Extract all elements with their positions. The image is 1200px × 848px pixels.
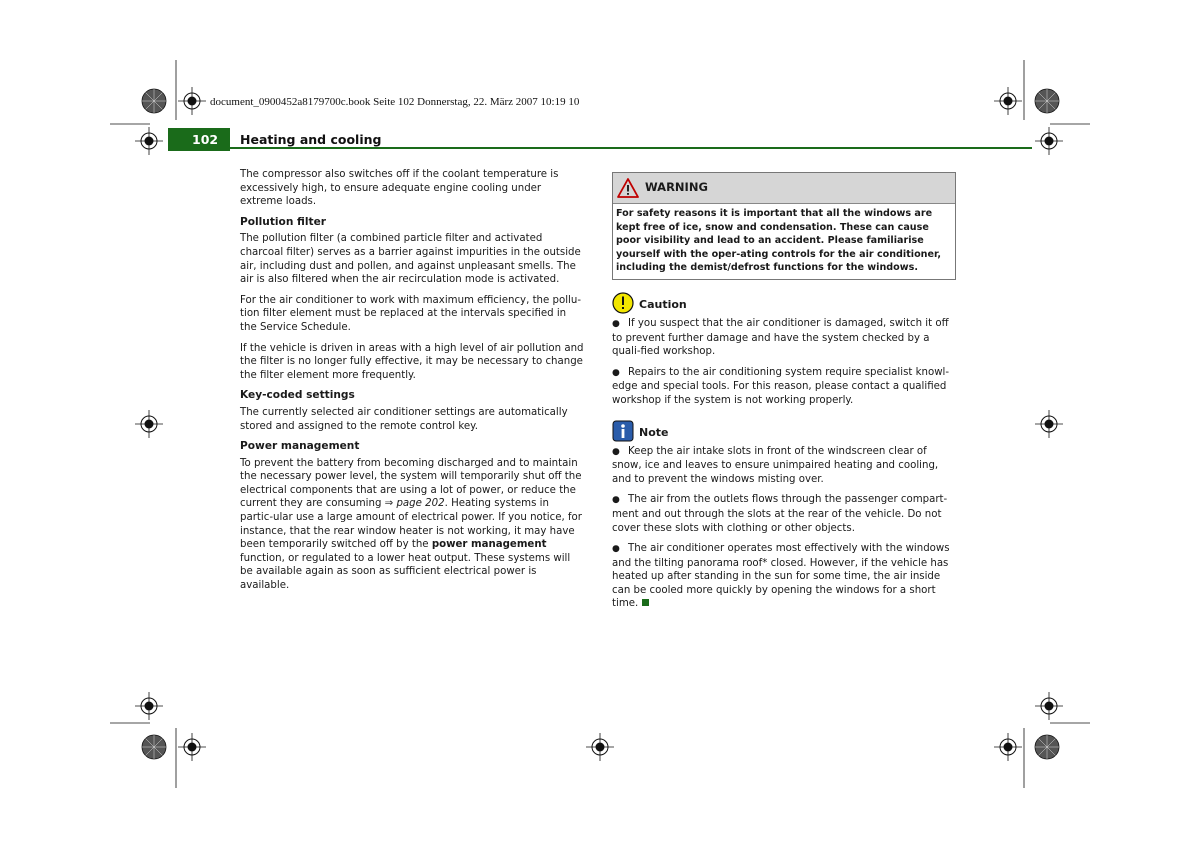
warning-text: For safety reasons it is important that all the windows are kept free of ice, snow and condensation. These can cause poor visibility and lead to an accident. Please familiarise yourself with the oper-ating controls for the air conditioner, including the demist/defrost functions for the windows. <box>616 208 941 274</box>
page-number: 102 <box>192 132 219 147</box>
registration-mark-icon <box>1035 692 1063 720</box>
caution-item: ● If you suspect that the air conditioner is damaged, switch it off to prevent further damage and have the system checked by a quali-fied workshop. <box>612 317 949 358</box>
intro-paragraph: The compressor also switches off if the coolant temperature is excessively high, to ensure adequate engine cooling under extreme loads. <box>240 169 559 208</box>
power-text-a: To prevent the battery from becoming discharged and to maintain the necessary power level, the system will temporarily shut off the electrical components that are using a lot of power, or reduce the current they are consuming <box>240 457 582 510</box>
pollution-paragraph-1: The pollution filter (a combined particle filter and activated charcoal filter) serves as a barrier against impurities in the outside air, including dust and pollen, and against unpleasant smells. The air is also filtered when the air recirculation mode is activated. <box>240 233 581 286</box>
power-management-term: power management <box>431 539 547 551</box>
warning-title: WARNING <box>645 180 708 194</box>
key-coded-paragraph: The currently selected air conditioner settings are automatically stored and assigned to the remote control key. <box>240 406 568 432</box>
caution-item: ● Repairs to the air conditioning system require specialist knowl-edge and special tools. For this reason, please contact a qualified workshop if the system is not working properly. <box>612 366 950 406</box>
registration-mark-icon <box>586 733 614 761</box>
section-title: Heating and cooling <box>240 132 382 147</box>
pollution-filter-heading: Pollution filter <box>240 215 327 228</box>
pollution-paragraph-2: For the air conditioner to work with maximum efficiency, the pollu-tion filter element must be replaced at the intervals specified in the Service Schedule. <box>240 294 582 333</box>
bullet-icon: ● <box>612 544 620 555</box>
caution-title: Caution <box>639 297 687 311</box>
note-item: ● The air from the outlets flows through the passenger compart-ment and out through the slots at the rear of the vehicle. Do not cover these slots with clothing or other objects. <box>612 494 948 534</box>
registration-mark-icon <box>142 89 166 113</box>
registration-mark-icon <box>994 87 1022 115</box>
registration-mark-icon <box>1035 127 1063 155</box>
page-ref-arrow: ⇒ <box>384 498 394 510</box>
power-management-heading: Power management <box>240 440 360 453</box>
registration-mark-icon <box>1035 89 1059 113</box>
key-coded-heading: Key-coded settings <box>240 389 355 402</box>
registration-mark-icon <box>1035 735 1059 759</box>
bullet-icon: ● <box>612 318 620 329</box>
print-header: document_0900452a8179700c.book Seite 102 Donnerstag, 22. März 2007 10:19 10 <box>210 96 580 108</box>
note-title: Note <box>639 425 669 439</box>
registration-mark-icon <box>135 410 163 438</box>
registration-mark-icon <box>994 733 1022 761</box>
registration-mark-icon <box>135 692 163 720</box>
registration-mark-icon <box>1035 410 1063 438</box>
note-item: ● The air conditioner operates most effectively with the windows and the tilting panorama roof* closed. However, if the vehicle has heated up after standing in the sun for some time, the air inside can be cooled more quickly by opening the windows for a short time. <box>612 543 950 610</box>
bullet-icon: ● <box>612 495 620 506</box>
power-text-b: . Heating systems in partic-ular use a large amount of electrical power. If you notice, for instance, that the rear window heater is not working, it may have been temporarily switched off by the <box>240 498 582 551</box>
pollution-paragraph-3: If the vehicle is driven in areas with a high level of air pollution and the filter is no longer fully effective, it may be necessary to change the filter element more frequently. <box>240 342 584 381</box>
registration-mark-icon <box>142 735 166 759</box>
registration-mark-icon <box>178 733 206 761</box>
bullet-icon: ● <box>612 367 620 378</box>
bullet-icon: ● <box>612 446 620 457</box>
registration-mark-icon <box>178 87 206 115</box>
page-ref-link[interactable]: page 202 <box>396 498 445 510</box>
note-item: ● Keep the air intake slots in front of the windscreen clear of snow, ice and leaves to ensure unimpaired heating and cooling, and to prevent the windows misting over. <box>612 445 939 485</box>
registration-mark-icon <box>135 127 163 155</box>
power-text-c: function, or regulated to a lower heat output. These systems will be available again as soon as sufficient electrical power is available. <box>240 552 571 592</box>
